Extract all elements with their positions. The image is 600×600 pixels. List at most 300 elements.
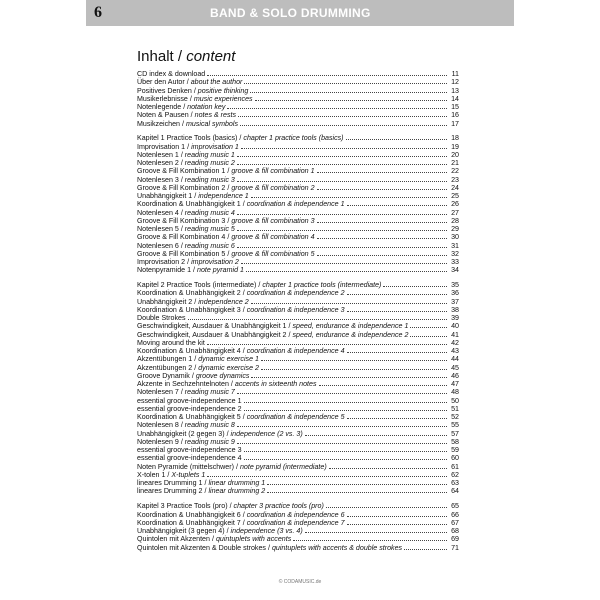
toc-dot-leader (227, 107, 447, 109)
toc-entry-separator: / (226, 527, 229, 536)
toc-entry-text (137, 200, 345, 208)
toc-entry (137, 347, 459, 355)
toc-entry-title-de: Groove & Fill Kombination 2 (137, 183, 226, 192)
toc-dot-leader (241, 147, 447, 149)
toc-entry-text (137, 372, 249, 380)
toc-entry (137, 372, 459, 380)
toc-entry-title-de: Koordination & Unabhängigkeit 2 (137, 289, 241, 298)
toc-entry-separator: / (189, 94, 192, 103)
toc-entry (137, 242, 459, 250)
toc-entry-separator: / (258, 281, 261, 290)
toc-entry-separator: / (181, 119, 184, 128)
toc-entry-title-de: Koordination & Unabhängigkeit 4 (137, 347, 241, 356)
toc-entry-separator: / (180, 421, 183, 430)
toc-entry-title-en: chapter 1 practice tools (intermediate) (262, 281, 382, 290)
toc-page-number: 30 (451, 233, 459, 242)
toc-dot-leader (261, 359, 447, 361)
toc-dot-leader (347, 204, 447, 206)
toc-dot-leader (383, 285, 447, 287)
toc-entry (137, 151, 459, 159)
toc-dot-leader (188, 318, 448, 320)
toc-dot-leader (347, 351, 447, 353)
toc-entry-title-de: Groove & Fill Kombination 4 (137, 233, 226, 242)
toc-dot-leader (207, 74, 447, 76)
toc-entry-title-de: Notenlesen 4 (137, 208, 179, 217)
toc-entry-title-en: groove & fill combination 3 (231, 216, 315, 225)
toc-entry-title-en: reading music 1 (184, 150, 235, 159)
toc-entry-title-en: reading music 6 (184, 241, 235, 250)
toc-entry (137, 487, 459, 495)
toc-page-number: 20 (451, 150, 459, 159)
toc-entry-text (137, 380, 317, 388)
toc-entry-title-en: quintuplets with accents & double strokes (271, 543, 403, 552)
toc-entry-text (137, 242, 235, 250)
toc-entry (137, 200, 459, 208)
toc-entry-text (137, 167, 315, 175)
toc-entry-separator: / (180, 150, 183, 159)
toc-entry (137, 70, 459, 78)
toc-entry-title-en: independence 2 (198, 297, 249, 306)
toc-entry-title-de: Musikzeichen (137, 119, 180, 128)
toc-entry-title-en: coordination & independence 3 (246, 305, 345, 314)
toc-entry-separator: / (186, 78, 189, 87)
toc-entry-title-de: Groove & Fill Kombination 1 (137, 167, 226, 176)
toc-entry-title-en: musical symbols (185, 119, 239, 128)
toc-entry-text (137, 421, 235, 429)
toc-entry-title-de: Quintolen mit Akzenten (137, 535, 210, 544)
toc-entry-text (137, 502, 324, 510)
toc-entry-title-de: Noten Pyramide (mittelschwer) (137, 462, 234, 471)
toc-entry-title-en: coordination & independence 5 (246, 413, 345, 422)
toc-entry-separator: / (194, 192, 197, 201)
toc-entry (137, 322, 459, 330)
toc-page-number: 45 (451, 363, 459, 372)
toc-dot-leader (410, 335, 447, 337)
toc-dot-leader (326, 506, 447, 508)
toc-entry-title-de: Notenlesen 8 (137, 421, 179, 430)
toc-page-number: 60 (451, 454, 459, 463)
toc-entry-text (137, 176, 235, 184)
footer-credit: © CODAMUSIC.de (278, 579, 322, 585)
toc-page-number: 40 (451, 322, 459, 331)
toc-page-number: 55 (451, 421, 459, 430)
toc-entry-title-en: reading music 2 (184, 159, 235, 168)
toc-entry-separator: / (180, 225, 183, 234)
toc-entry-title-de: Improvisation 2 (137, 258, 186, 267)
toc-dot-leader (317, 237, 447, 239)
toc-dot-leader (244, 458, 447, 460)
toc-entry-title-en: groove & fill combination 2 (231, 183, 315, 192)
toc-entry-title-de: essential groove-independence 2 (137, 404, 242, 413)
toc-dot-leader (410, 326, 447, 328)
toc-entry-title-de: Notenlesen 5 (137, 225, 179, 234)
toc-entry-text (137, 527, 303, 535)
toc-page-number: 29 (451, 225, 459, 234)
toc-entry-title-en: independence (3 vs. 4) (230, 527, 303, 536)
toc-entry (137, 184, 459, 192)
toc-dot-leader (305, 434, 447, 436)
toc-entry (137, 479, 459, 487)
title-de: Inhalt (137, 48, 174, 65)
toc-dot-leader (267, 491, 447, 493)
toc-entry-title-de: X-tolen 1 (137, 470, 166, 479)
toc-entry-title-en: positive thinking (197, 86, 249, 95)
toc-page-number: 50 (451, 396, 459, 405)
toc-section (137, 70, 459, 128)
toc-entry-text (137, 217, 315, 225)
toc-entry-separator: / (242, 289, 245, 298)
toc-entry (137, 380, 459, 388)
toc-entry (137, 250, 459, 258)
toc-entry-title-de: Double Strokes (137, 314, 186, 323)
toc-entry-title-en: groove & fill combination 1 (231, 167, 315, 176)
toc-entry (137, 95, 459, 103)
toc-entry-title-de: Akzentübungen 1 (137, 355, 193, 364)
toc-entry-text (137, 544, 402, 552)
toc-entry-text (137, 388, 235, 396)
toc-entry-separator: / (180, 208, 183, 217)
toc-dot-leader (207, 343, 447, 345)
toc-entry-title-de: Koordination & Unabhängigkeit 6 (137, 510, 241, 519)
toc-dot-leader (347, 523, 447, 525)
toc-entry (137, 355, 459, 363)
toc-entry-title-de: lineares Drumming 1 (137, 479, 203, 488)
toc-entry (137, 192, 459, 200)
toc-entry-title-en: notation key (187, 103, 226, 111)
toc-dot-leader (241, 262, 447, 264)
toc-entry (137, 103, 459, 111)
toc-entry (137, 331, 459, 339)
toc-entry-title-en: independence (2 vs. 3) (230, 429, 303, 438)
toc-dot-leader (244, 450, 447, 452)
page-number: 6 (94, 4, 102, 21)
toc-entry-title-de: Notenlesen 6 (137, 241, 179, 250)
toc-page-number: 47 (451, 380, 459, 389)
toc-dot-leader (244, 409, 447, 411)
toc-entry-separator: / (187, 142, 190, 151)
toc-entry-separator: / (288, 322, 291, 331)
toc-entry-text (137, 184, 315, 192)
toc-dot-leader (346, 138, 447, 140)
toc-dot-leader (317, 171, 447, 173)
toc-entry-text (137, 266, 244, 274)
toc-entry-separator: / (227, 233, 230, 242)
toc-page-number: 11 (451, 70, 459, 78)
toc-entry-text (137, 298, 249, 306)
toc-dot-leader (317, 254, 447, 256)
toc-page-number: 35 (451, 281, 459, 290)
toc-entry-text (137, 192, 249, 200)
toc-section (137, 281, 459, 496)
toc-entry-title-de: Groove & Fill Kombination 5 (137, 249, 226, 258)
toc-entry-title-de: essential groove-independence 1 (137, 396, 242, 405)
toc-page-number: 27 (451, 208, 459, 217)
toc-page-number: 13 (451, 86, 459, 95)
toc-entry-title-en: dynamic exercise 2 (198, 363, 259, 372)
toc-entry-title-en: about the author (190, 78, 243, 87)
toc-entry (137, 421, 459, 429)
toc-entry-title-en: note pyramid (intermediate) (239, 462, 327, 471)
toc-entry-separator: / (230, 380, 233, 389)
toc-entry-text (137, 471, 205, 479)
toc-entry-separator: / (242, 305, 245, 314)
toc-dot-leader (251, 302, 447, 304)
toc-entry-title-en: coordination & independence 7 (246, 518, 345, 527)
toc-entry-separator: / (194, 297, 197, 306)
toc-page-number: 34 (451, 266, 459, 275)
toc-page-number: 16 (451, 111, 459, 120)
toc-entry (137, 397, 459, 405)
toc-entry (137, 413, 459, 421)
toc-entry-title-de: Koordination & Unabhängigkeit 7 (137, 518, 241, 527)
toc-entry (137, 120, 459, 128)
title-separator: / (177, 48, 183, 65)
toc-entry-text (137, 454, 242, 462)
toc-entry-title-en: speed, endurance & independence 1 (292, 322, 409, 331)
toc-entry-text (137, 322, 408, 330)
toc-entry (137, 266, 459, 274)
toc-entry-title-en: reading music 7 (184, 388, 235, 397)
toc-entry-title-de: Unabhängigkeit (3 gegen 4) (137, 527, 225, 536)
toc-dot-leader (329, 467, 447, 469)
toc-entry (137, 159, 459, 167)
toc-entry (137, 258, 459, 266)
toc-entry-text (137, 314, 186, 322)
toc-page-number: 37 (451, 297, 459, 306)
toc-dot-leader (244, 401, 447, 403)
toc-dot-leader (347, 293, 447, 295)
toc-entry-text (137, 87, 248, 95)
toc-entry-title-de: Geschwindigkeit, Ausdauer & Unabhängigkeit 2 (137, 330, 287, 339)
toc-dot-leader (255, 99, 447, 101)
toc-page-number: 28 (451, 216, 459, 225)
toc-page-number: 43 (451, 347, 459, 356)
toc-entry (137, 111, 459, 119)
toc-entry-title-de: Notenlegende (137, 103, 182, 111)
toc-entry-separator: / (242, 347, 245, 356)
toc-dot-leader (207, 475, 447, 477)
toc-entry-text (137, 405, 242, 413)
toc-entry (137, 217, 459, 225)
toc-entry-text (137, 446, 242, 454)
toc-entry-title-de: Positives Denken (137, 86, 192, 95)
toc-dot-leader (347, 310, 447, 312)
toc-entry-text (137, 250, 315, 258)
toc-page-number: 71 (451, 543, 459, 552)
toc-entry-text (137, 258, 239, 266)
toc-entry-title-en: groove dynamics (195, 371, 250, 380)
toc-page-number: 21 (451, 159, 459, 168)
toc-entry-separator: / (267, 543, 270, 552)
toc-entry-separator: / (180, 388, 183, 397)
toc-dot-leader (237, 442, 447, 444)
toc-dot-leader (347, 417, 447, 419)
toc-entry-separator: / (227, 183, 230, 192)
toc-page-number: 65 (451, 502, 459, 511)
toc-entry-separator: / (226, 429, 229, 438)
toc-entry-title-en: linear drumming 2 (208, 487, 266, 496)
toc-entry (137, 511, 459, 519)
toc-page-number: 69 (451, 535, 459, 544)
toc-entry (137, 143, 459, 151)
toc-entry-title-de: Notenpyramide 1 (137, 266, 192, 275)
toc-entry-separator: / (242, 413, 245, 422)
toc-dot-leader (305, 531, 447, 533)
toc-page-number: 61 (451, 462, 459, 471)
toc-entry-title-de: Groove & Fill Kombination 3 (137, 216, 226, 225)
toc-entry-text (137, 511, 345, 519)
toc-dot-leader (293, 539, 447, 541)
toc-page-number: 33 (451, 258, 459, 267)
toc-dot-leader (251, 376, 447, 378)
toc-entry (137, 454, 459, 462)
toc-entry-separator: / (180, 175, 183, 184)
toc-chapter-heading (137, 134, 459, 142)
toc-page-number: 17 (451, 119, 459, 128)
toc-entry-text (137, 70, 205, 78)
toc-page-number: 67 (451, 518, 459, 527)
toc-entry-title-en: improvisation 2 (191, 258, 239, 267)
toc-dot-leader (250, 91, 447, 93)
toc-page-number: 14 (451, 94, 459, 103)
toc-entry-separator: / (180, 241, 183, 250)
toc-entry-text (137, 120, 238, 128)
toc-entry (137, 167, 459, 175)
toc-entry-title-en: music experiences (193, 94, 253, 103)
toc-entry (137, 388, 459, 396)
toc-page-number: 62 (451, 470, 459, 479)
toc-entry-text (137, 397, 242, 405)
toc-entry-text (137, 430, 303, 438)
toc-entry-title-de: Notenlesen 3 (137, 175, 179, 184)
toc-entry-separator: / (227, 216, 230, 225)
toc-entry-title-de: Notenlesen 1 (137, 150, 179, 159)
toc-entry-title-de: Improvisation 1 (137, 142, 186, 151)
toc-entry (137, 289, 459, 297)
toc-entry-text (137, 95, 253, 103)
toc-entry-title-de: essential groove-independence 3 (137, 446, 242, 455)
toc-entry-title-de: Kapitel 1 Practice Tools (basics) (137, 134, 238, 143)
toc-entry-title-de: Koordination & Unabhängigkeit 3 (137, 305, 241, 314)
toc-entry-text (137, 143, 239, 151)
toc-entry-title-en: reading music 4 (184, 208, 235, 217)
toc-entry-text (137, 111, 236, 119)
toc-entry-text (137, 103, 225, 111)
toc-page-number: 64 (451, 487, 459, 496)
toc-entry-separator: / (229, 502, 232, 511)
toc-page-number: 19 (451, 142, 459, 151)
toc-entry-text (137, 413, 345, 421)
toc-entry (137, 405, 459, 413)
toc-entry (137, 314, 459, 322)
toc-entry-title-en: coordination & independence 2 (246, 289, 345, 298)
toc-entry-title-en: improvisation 1 (191, 142, 239, 151)
toc-dot-leader (237, 180, 447, 182)
toc-entry-title-de: Moving around the kit (137, 338, 205, 347)
toc-page-number: 48 (451, 388, 459, 397)
toc-entry-title-en: note pyramid 1 (197, 266, 244, 275)
toc-entry-text (137, 209, 235, 217)
toc-entry-separator: / (239, 134, 242, 143)
toc-entry-title-en: reading music 3 (184, 175, 235, 184)
toc-page-number: 63 (451, 479, 459, 488)
toc-page-number: 36 (451, 289, 459, 298)
toc-dot-leader (237, 155, 447, 157)
toc-entry-title-de: Unabhängigkeit 2 (137, 297, 193, 306)
toc-section (137, 134, 459, 274)
toc-entry (137, 438, 459, 446)
toc-entry-title-en: groove & fill combination 4 (231, 233, 315, 242)
toc-dot-leader (404, 548, 447, 550)
toc-page-number: 18 (451, 134, 459, 143)
toc-entry-title-de: Akzente in Sechzehntelnoten (137, 380, 229, 389)
toc-entry-separator: / (242, 518, 245, 527)
toc-page-number: 51 (451, 404, 459, 413)
toc-entry-title-de: Unabhängigkeit (2 gegen 3) (137, 429, 225, 438)
toc-entry (137, 78, 459, 86)
toc-entry-title-de: Geschwindigkeit, Ausdauer & Unabhängigkeit 1 (137, 322, 287, 331)
toc-entry-text (137, 281, 381, 289)
toc-entry-text (137, 438, 235, 446)
toc-page-number: 24 (451, 183, 459, 192)
toc-entry-title-en: reading music 8 (184, 421, 235, 430)
toc-entry (137, 298, 459, 306)
toc-entry-title-de: Groove Dynamik (137, 371, 190, 380)
toc-entry-text (137, 339, 205, 347)
toc-entry-title-de: lineares Drumming 2 (137, 487, 203, 496)
toc-entry-separator: / (190, 111, 193, 120)
toc-entry-title-de: essential groove-independence 4 (137, 454, 242, 463)
toc-page-number: 31 (451, 241, 459, 250)
toc-chapter-heading (137, 502, 459, 510)
toc-entry (137, 430, 459, 438)
toc-dot-leader (244, 82, 447, 84)
toc-page-number: 22 (451, 167, 459, 176)
toc-entry-text (137, 289, 345, 297)
toc-entry-title-de: Koordination & Unabhängigkeit 1 (137, 200, 241, 209)
toc-dot-leader (319, 384, 447, 386)
toc-entry (137, 364, 459, 372)
toc-entry-separator: / (191, 371, 194, 380)
toc-entry-title-de: Notenlesen 7 (137, 388, 179, 397)
toc-entry-separator: / (194, 363, 197, 372)
toc-dot-leader (246, 270, 447, 272)
toc-entry-separator: / (183, 103, 186, 111)
toc-entry (137, 544, 459, 552)
toc-entry-title-en: reading music 5 (184, 225, 235, 234)
toc-chapter-heading (137, 281, 459, 289)
toc-entry-separator: / (204, 479, 207, 488)
toc-entry (137, 87, 459, 95)
toc-entry-title-en: X-tuplets 1 (171, 470, 206, 479)
toc-entry-separator: / (242, 200, 245, 209)
toc-entry (137, 233, 459, 241)
toc-entry (137, 471, 459, 479)
toc-entry-separator: / (180, 159, 183, 168)
toc-page-number: 52 (451, 413, 459, 422)
toc-entry-separator: / (167, 470, 170, 479)
toc-entry-text (137, 479, 265, 487)
toc-entry-separator: / (227, 167, 230, 176)
toc-entry (137, 306, 459, 314)
toc-entry-text (137, 233, 315, 241)
toc-page-number: 41 (451, 330, 459, 339)
toc-entry-title-en: groove & fill combination 5 (231, 249, 315, 258)
toc-page-number: 44 (451, 355, 459, 364)
toc-entry-title-de: Kapitel 3 Practice Tools (pro) (137, 502, 228, 511)
toc-entry-text (137, 347, 345, 355)
toc-entry-text (137, 355, 259, 363)
